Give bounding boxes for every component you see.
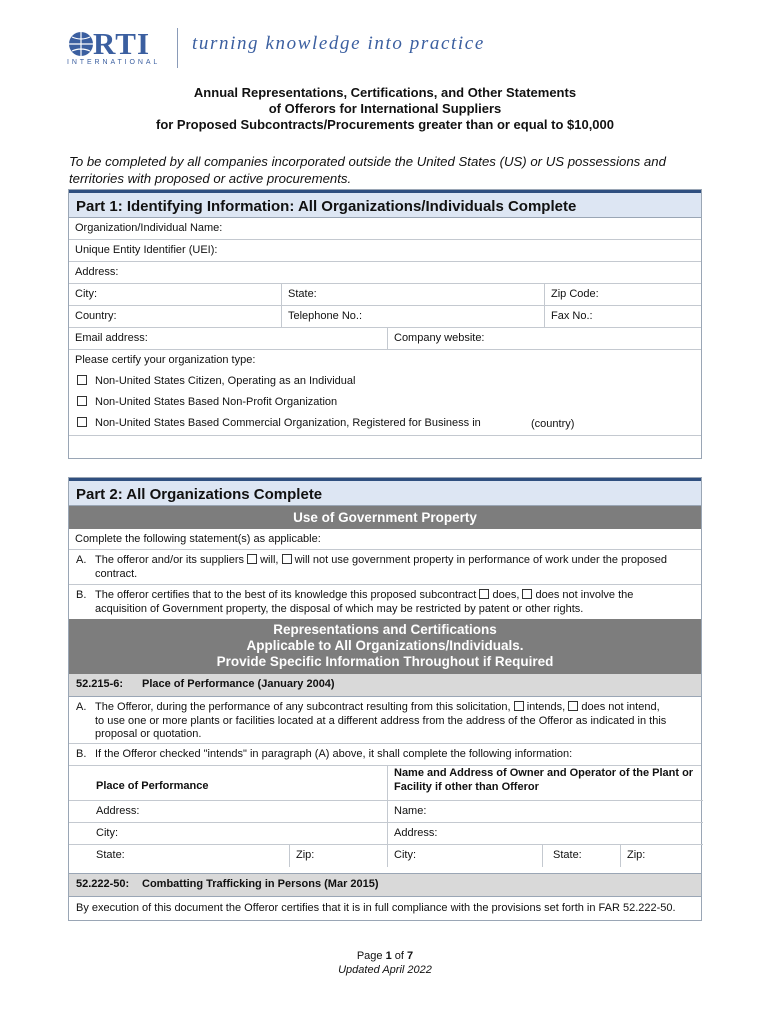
intends-checkbox[interactable] [514, 701, 524, 711]
address-row[interactable] [69, 262, 701, 284]
city-state-zip-row [69, 284, 701, 306]
uei-label: Unique Entity Identifier (UEI): [75, 244, 218, 256]
checkbox[interactable] [77, 396, 87, 406]
zip-field[interactable]: Zip Code: [544, 284, 703, 305]
will-checkbox[interactable] [247, 554, 257, 564]
blank-row [69, 436, 701, 458]
state-field[interactable]: State: [281, 284, 544, 305]
doc-title-line1: Annual Representations, Certifications, and Other Statements [193, 85, 577, 100]
gov-property-bar: Use of Government Property [69, 506, 701, 529]
org-type-row [69, 350, 701, 436]
part1-section [68, 189, 702, 459]
city-field[interactable]: City: [75, 288, 97, 300]
globe-icon [67, 30, 95, 58]
header-divider [177, 28, 178, 68]
country-field[interactable]: Country: [75, 310, 117, 322]
reps-line3: Provide Specific Information Throughout if Required [216, 654, 554, 669]
doc-title-line2: of Offerors for International Suppliers [268, 101, 502, 116]
tagline: turning knowledge into practice [192, 33, 485, 54]
owner-name-field[interactable]: Name: [387, 801, 703, 823]
email-field[interactable]: Email address: [75, 332, 148, 344]
org-type-option-individual[interactable]: Non-United States Citizen, Operating as an Individual [69, 371, 481, 392]
pop-state-field[interactable]: State: [96, 849, 125, 861]
reps-line2: Applicable to All Organizations/Individuals. [246, 638, 524, 653]
complete-following-text: Complete the following statement(s) as applicable: [75, 533, 321, 545]
certify-label: Please certify your organization type: [75, 354, 256, 366]
org-type-options [69, 371, 481, 434]
clause-52-222-50-heading: 52.222-50: Combatting Trafficking in Persons (Mar 2015) [69, 874, 701, 896]
intro-text: To be completed by all companies incorporated outside the United States (US) or US possessions and territories with proposed or active procurements. [69, 154, 666, 186]
pop-heading: Place of Performance [96, 780, 209, 792]
clause1-a: A. The Offeror, during the performance of any subcontract resulting from this solicitation, intends, does not intend, to use one or more plants or facilities located at a different address from the address of the Offeror as indicated in this proposal or quotation. [69, 696, 701, 744]
clause-52-215-6-heading: 52.215-6: Place of Performance (January 2004) [69, 674, 701, 696]
part2-heading: Part 2: All Organizations Complete [69, 478, 701, 506]
logo-text: RTI [93, 26, 151, 61]
doc-title-line3: for Proposed Subcontracts/Procurements greater than or equal to $10,000 [155, 117, 614, 132]
pop-address-field[interactable]: Address: [96, 805, 140, 817]
gov-property-b: B. The offeror certifies that to the best of its knowledge this proposed subcontract does, does not involve the acquisition of Government property, the disposal of which may be restricted by patent or other rights. [76, 589, 634, 615]
owner-heading: Name and Address of Owner and Operator of the Plant or Facility if other than Offeror [387, 766, 703, 801]
reps-certs-bar [69, 619, 701, 674]
country-note: (country) [531, 418, 575, 430]
does-checkbox[interactable] [479, 589, 489, 599]
place-of-performance-table [69, 766, 701, 874]
owner-address-field[interactable]: Address: [387, 823, 703, 845]
pop-row-3 [69, 845, 703, 867]
pop-row-2 [69, 823, 703, 845]
address-label: Address: [75, 266, 119, 278]
uei-row[interactable] [69, 240, 701, 262]
complete-following-row [69, 529, 701, 550]
pop-row-1 [69, 801, 703, 823]
owner-zip-field[interactable]: Zip: [620, 845, 703, 867]
does-not-checkbox[interactable] [522, 589, 532, 599]
updated-date: Updated April 2022 [338, 964, 432, 976]
pop-zip-field[interactable]: Zip: [289, 845, 387, 867]
checkbox[interactable] [77, 375, 87, 385]
org-name-label: Organization/Individual Name: [75, 222, 223, 234]
logo-subtext: INTERNATIONAL [67, 59, 161, 66]
owner-state-field[interactable]: State: [542, 845, 620, 867]
rti-logo [67, 28, 162, 68]
org-name-row[interactable] [69, 218, 701, 240]
org-type-option-commercial[interactable]: Non-United States Based Commercial Organization, Registered for Business in [69, 413, 481, 434]
pop-city-field[interactable]: City: [96, 827, 118, 839]
gov-property-a: A. The offeror and/or its suppliers will, will not use government property in performance of work under the proposed contract. [69, 550, 701, 585]
website-field[interactable]: Company website: [387, 328, 703, 349]
owner-city-field[interactable]: City: [387, 845, 542, 867]
clause2-text: By execution of this document the Offeror certifies that it is in full compliance with the provisions set forth in FAR 52.222-50. [69, 896, 701, 920]
fax-field[interactable]: Fax No.: [544, 306, 703, 327]
does-not-intend-checkbox[interactable] [568, 701, 578, 711]
country-phone-fax-row [69, 306, 701, 328]
pop-table-header [69, 766, 703, 801]
clause1-b: B. If the Offeror checked "intends" in paragraph (A) above, it shall complete the following information: [69, 744, 701, 766]
telephone-field[interactable]: Telephone No.: [281, 306, 544, 327]
org-type-option-nonprofit[interactable]: Non-United States Based Non-Profit Organization [69, 392, 481, 413]
part1-heading: Part 1: Identifying Information: All Organizations/Individuals Complete [69, 190, 701, 218]
will-not-checkbox[interactable] [282, 554, 292, 564]
email-website-row [69, 328, 701, 350]
reps-line1: Representations and Certifications [273, 622, 497, 637]
page-number: Page 1 of 7 [356, 950, 414, 962]
checkbox[interactable] [77, 417, 87, 427]
part2-section [68, 477, 702, 921]
